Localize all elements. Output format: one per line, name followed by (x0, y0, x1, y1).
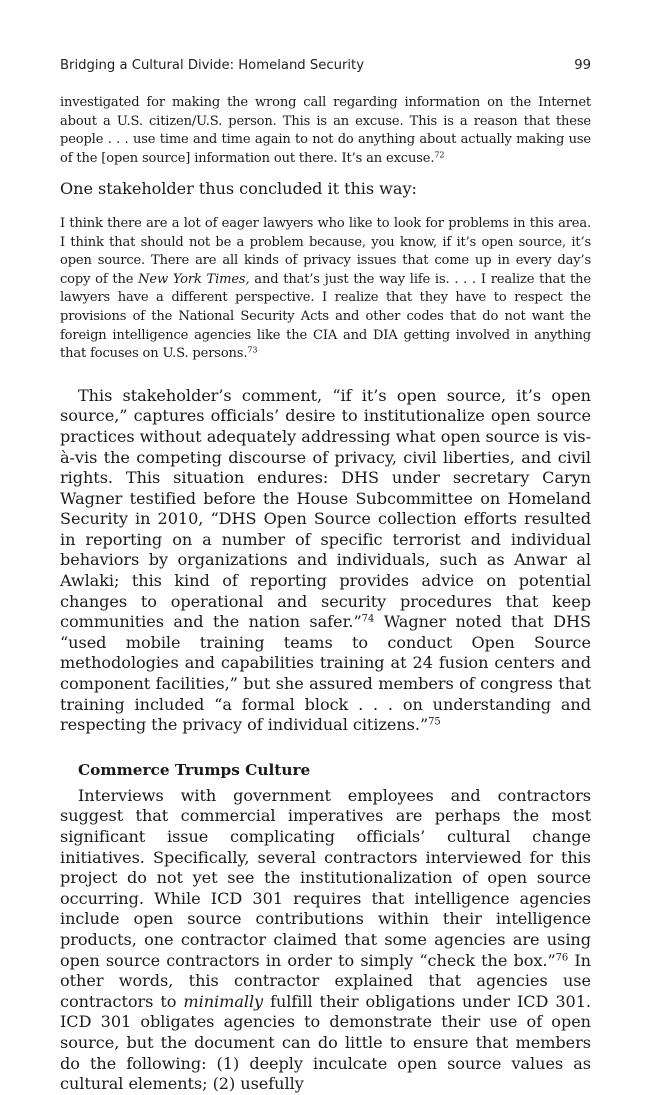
body-paragraph (60, 386, 591, 736)
footnote-ref-75: 75 (428, 716, 441, 728)
footnote-ref-74: 74 (361, 613, 375, 625)
footnote-ref-72: 72 (434, 149, 445, 160)
emphasis: minimally (183, 991, 264, 1011)
block-quote-text: and that’s just the way life is. . . . I realize that the lawyers have a different perspective. I realize that they have to respect the provisions of the National Security Acts and other codes that do not want the foreign intelligence agencies like the CIA and DIA getting involved in anything that focuses on U.S. persons. (60, 271, 592, 362)
publication-title: New York Times, (138, 271, 250, 287)
paragraph-text: This stakeholder’s comment, “if it’s open source, it’s open source,” captures officials’ desire to institutionalize open source practices without adequately addressing what open source is vis-à-vis the competing discourse of privacy, civil liberties, and civil rights. This situation endures: DHS under secretary Caryn Wagner testified before the House Subcommittee on Homeland Security in 2010, “DHS Open Source collection efforts resulted in reporting on a number of specific terrorist and individual behaviors by organizations and individuals, such as Anwar al Awlaki; this kind of reporting provides advice on potential changes to operational and security procedures that keep communities and the nation safer.” (60, 385, 591, 632)
paragraph-text: Wagner noted that DHS “used mobile training teams to conduct Open Source methodologies and capabilities training at 24 fusion centers and component facilities,” but she assured members of congress that training included “a formal block . . . on understanding and respecting the privacy of individual citizens.” (60, 612, 591, 735)
page-number: 99 (574, 58, 591, 73)
section-heading: Commerce Trumps Culture (78, 760, 311, 779)
paragraph-text: fulfill their obligations under ICD 301. ICD 301 obligates agencies to demonstrate their use of open source, but the document can do little to ensure that members do the following: (1) deeply inculcate open source values as cultural elements; (2) usefully (60, 991, 591, 1094)
block-quote (60, 215, 591, 364)
paragraph-text: In other words, this contractor explained that agencies use contractors to (60, 950, 591, 1011)
footnote-ref-76: 76 (555, 952, 569, 964)
block-quote-text: investigated for making the wrong call regarding information on the Internet about a U.S. citizen/U.S. person. This is an excuse. This is a reason that these people . . . use time and time again to not do anything about actually making use of the [open source] information out there. It’s an excuse. (60, 95, 591, 166)
footnote-ref-73: 73 (247, 344, 258, 355)
lead-in-sentence: One stakeholder thus concluded it this way: (60, 179, 417, 199)
page-body (60, 94, 591, 1095)
paragraph-text: Interviews with government employees and contractors suggest that commercial imperatives are perhaps the most significant issue complicating officials’ cultural change initiatives. Specifically, several contractors interviewed for this project do not yet see the institutionalization of open source occurring. While ICD 301 requires that intelligence agencies include open source contributions within their intelligence products, one contractor claimed that some agencies are using open source contractors in order to simply “check the box.” (60, 785, 591, 970)
block-quote-text: I think there are a lot of eager lawyers who like to look for problems in this area. I think that should not be a problem because, you know, if it’s open source, it’s open source. There are all kinds of privacy issues that come up in every day’s copy of the (60, 215, 591, 287)
body-paragraph (60, 786, 591, 1095)
block-quote-continued (60, 94, 591, 168)
running-title: Bridging a Cultural Divide: Homeland Security (60, 58, 365, 73)
